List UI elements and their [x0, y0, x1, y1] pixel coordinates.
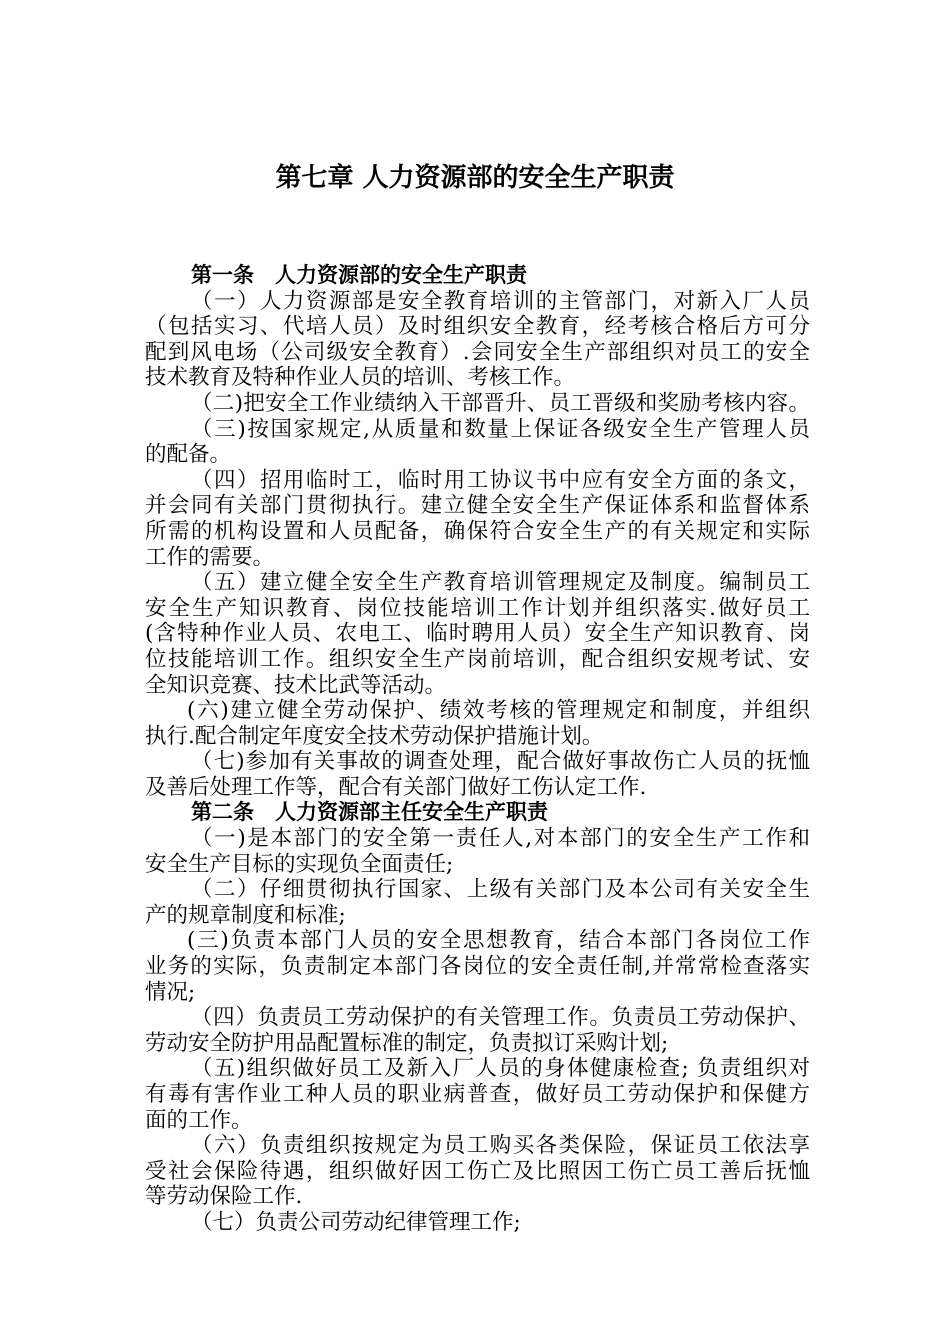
article-2-line: 等劳动保险工作. — [145, 1184, 303, 1210]
article-2-line: 情况; — [145, 979, 196, 1005]
article-2-line: 产的规章制度和标准; — [145, 902, 346, 928]
article-1-line: (六)建立健全劳动保护、绩效考核的管理规定和制度，并组织 — [187, 698, 810, 724]
article-1-line: 的配备。 — [145, 442, 232, 468]
article-2-line: （七）负责公司劳动纪律管理工作; — [191, 1209, 521, 1235]
article-2-line: 安全生产目标的实现负全面责任; — [145, 851, 454, 877]
article-2-heading: 第二条 人力资源部主任安全生产职责 — [191, 800, 548, 825]
article-2-line: (三)负责本部门人员的安全思想教育，结合本部门各岗位工作 — [187, 928, 810, 954]
chapter-title: 第七章 人力资源部的安全生产职责 — [275, 163, 675, 193]
document-body — [145, 263, 810, 1236]
article-1-line: 所需的机构设置和人员配备，确保符合安全生产的有关规定和实际 — [145, 518, 810, 544]
article-1-heading: 第一条 人力资源部的安全生产职责 — [191, 263, 527, 287]
article-1-line: 全知识竞赛、技术比武等活动。 — [145, 672, 447, 698]
article-2-line: 面的工作。 — [145, 1107, 253, 1133]
article-1-line: （七)参加有关事故的调查处理，配合做好事故伤亡人员的抚恤 — [191, 749, 810, 775]
article-2-line: （六）负责组织按规定为员工购买各类保险，保证员工依法享 — [191, 1133, 810, 1159]
article-2-line: （一)是本部门的安全第一责任人,对本部门的安全生产工作和 — [191, 826, 810, 852]
article-1-line: （一）人力资源部是安全教育培训的主管部门，对新入厂人员 — [191, 288, 810, 314]
article-2-line: 劳动安全防护用品配置标准的制定，负责拟订采购计划; — [145, 1030, 669, 1056]
article-1-line: 并会同有关部门贯彻执行。建立健全安全生产保证体系和监督体系 — [145, 493, 810, 519]
article-2-line: 业务的实际，负责制定本部门各岗位的安全责任制,并常常检查落实 — [145, 954, 810, 980]
article-1-line: （五）建立健全安全生产教育培训管理规定及制度。编制员工 — [191, 570, 810, 596]
article-1-line: 位技能培训工作。组织安全生产岗前培训，配合组织安规考试、安 — [145, 646, 810, 672]
article-2-line: 有毒有害作业工种人员的职业病普查，做好员工劳动保护和保健方 — [145, 1082, 810, 1107]
article-1-line: （包括实习、代培人员）及时组织安全教育，经考核合格后方可分 — [145, 314, 810, 340]
article-1-line: （三)按国家规定,从质量和数量上保证各级安全生产管理人员 — [191, 416, 810, 442]
article-1-line: 技术教育及特种作业人员的培训、考核工作。 — [145, 365, 576, 391]
article-1-line: 执行.配合制定年度安全技术劳动保护措施计划。 — [145, 723, 604, 749]
article-1-line: 安全生产知识教育、岗位技能培训工作计划并组织落实.做好员工 — [145, 595, 810, 621]
article-1-line: 及善后处理工作等，配合有关部门做好工伤认定工作. — [145, 774, 647, 800]
article-1-line: （二)把安全工作业绩纳入干部晋升、员工晋级和奖励考核内容。 — [191, 390, 810, 416]
article-2-line: （二）仔细贯彻执行国家、上级有关部门及本公司有关安全生 — [191, 877, 810, 903]
article-1-line: 工作的需要。 — [145, 544, 275, 570]
article-2-line: （四）负责员工劳动保护的有关管理工作。负责员工劳动保护、 — [191, 1005, 810, 1031]
article-1-line: 配到风电场（公司级安全教育）.会同安全生产部组织对员工的安全 — [145, 339, 810, 365]
article-1-line: (含特种作业人员、农电工、临时聘用人员）安全生产知识教育、岗 — [145, 621, 810, 647]
article-2-line: 受社会保险待遇，组织做好因工伤亡及比照因工伤亡员工善后抚恤 — [145, 1158, 810, 1184]
article-1-line: （四）招用临时工，临时用工协议书中应有安全方面的条文， — [191, 467, 810, 493]
article-2-line: （五)组织做好员工及新入厂人员的身体健康检查; 负责组织对 — [191, 1056, 810, 1082]
